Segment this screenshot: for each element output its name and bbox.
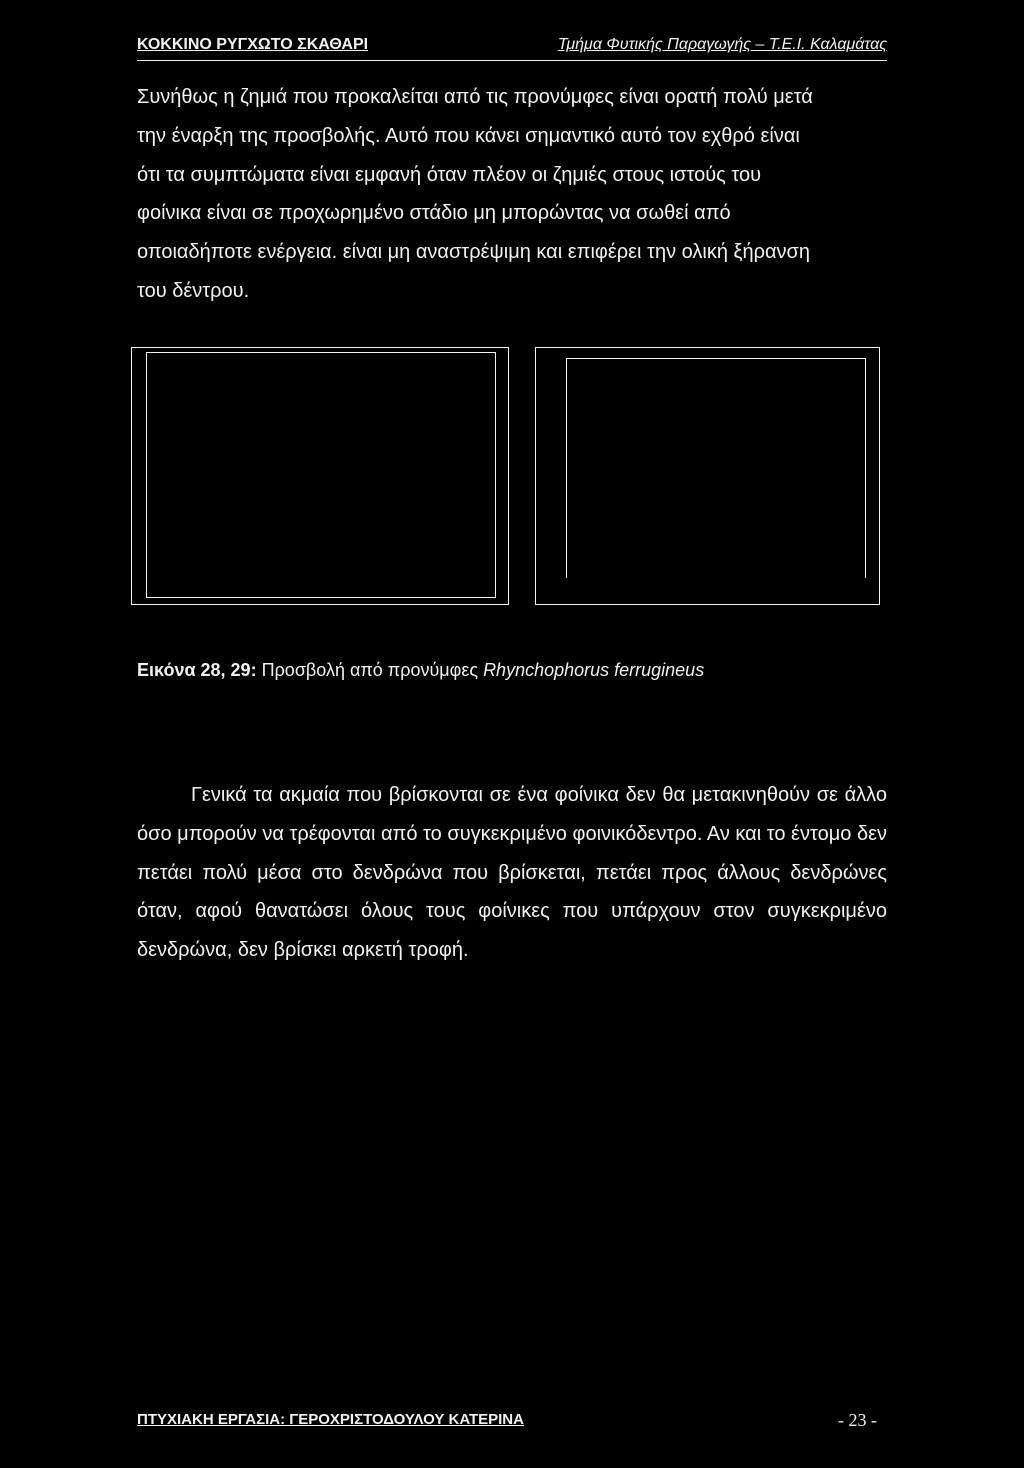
figure-28-image [131,347,509,605]
paragraph-line: του δέντρου. [137,279,250,302]
paragraph-line: οποιαδήποτε ενέργεια. είναι μη αναστρέψιμη και επιφέρει την ολική ξήρανση [137,241,810,264]
caption-species: Rhynchophorus ferrugineus [483,660,705,680]
paragraph-line: φοίνικα είναι σε προχωρημένο στάδιο μη μπορώντας να σωθεί από [137,202,731,225]
figure-28-frame [146,352,496,598]
figure-29-frame [566,358,866,578]
header-title: ΚΟΚΚΙΝΟ ΡΥΓΧΩΤΟ ΣΚΑΘΑΡΙ [137,36,369,53]
page-header [137,36,887,61]
paragraph-line: Συνήθως η ζημιά που προκαλείται από τις προνύμφες είναι ορατή πολύ μετά [137,86,813,108]
page-number: - 23 - [838,1410,877,1430]
paragraph-line: την έναρξη της προσβολής. Αυτό που κάνει σημαντικό αυτό τον εχθρό είναι [137,124,800,147]
caption-label: Εικόνα 28, 29: [137,660,257,680]
paragraph-text: Γενικά τα ακμαία που βρίσκονται σε ένα φοίνικα δεν θα μετακινηθούν σε άλλο όσο μπορούν να τρέφονται από το συγκεκριμένο φοινικόδεντρο. Αν και το έντομο δεν πετάει πολύ μέσα στο δενδρώνα που βρίσκεται, πετάει προς άλλους δενδρώνες όταν, αφού θανατώσει όλους τους φοίνικες που υπάρχουν στον συγκεκριμένο δενδρώνα, δεν βρίσκει αρκετή τροφή. [137,784,887,962]
paragraph-line: ότι τα συμπτώματα είναι εμφανή όταν πλέον οι ζημιές στους ιστούς του [137,163,762,186]
caption-text: Προσβολή από προνύμφες [256,660,484,680]
paragraph-damage [137,78,887,311]
figure-caption [137,660,897,681]
header-department: Τμήμα Φυτικής Παραγωγής – Τ.Ε.Ι. Καλαμάτας [557,36,887,53]
footer-author: ΠΤΥΧΙΑΚΗ ΕΡΓΑΣΙΑ: ΓΕΡΟΧΡΙΣΤΟΔΟΥΛΟΥ ΚΑΤΕΡΙΝΑ [137,1411,524,1428]
paragraph-adults [137,776,887,970]
figure-29-image [535,347,880,605]
